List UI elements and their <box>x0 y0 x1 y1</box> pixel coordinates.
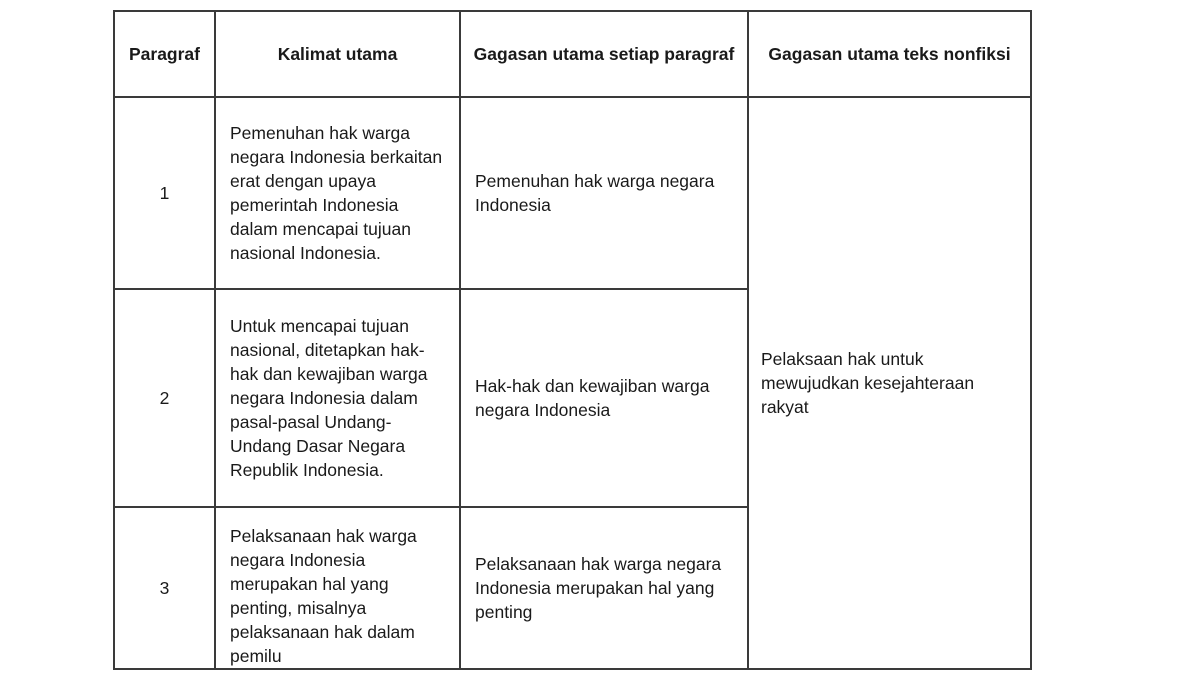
paragraph-main-idea: Pelaksanaan hak warga negara Indonesia merupakan hal yang penting <box>460 507 748 669</box>
header-row <box>114 11 1031 97</box>
paragraph-number: 2 <box>114 289 215 507</box>
table-row <box>114 97 1031 289</box>
main-sentence: Pelaksanaan hak warga negara Indonesia merupakan hal yang penting, misalnya pelaksanaan hak dalam pemilu <box>215 507 460 669</box>
header-gagasan-paragraf: Gagasan utama setiap paragraf <box>460 11 748 97</box>
paragraph-number: 1 <box>114 97 215 289</box>
header-kalimat-utama: Kalimat utama <box>215 11 460 97</box>
paragraph-main-idea: Pemenuhan hak warga negara Indonesia <box>460 97 748 289</box>
table-container <box>113 10 1032 670</box>
main-sentence: Untuk mencapai tujuan nasional, ditetapkan hak-hak dan kewajiban warga negara Indonesia dalam pasal-pasal Undang-Undang Dasar Negara Republik Indonesia. <box>215 289 460 507</box>
header-gagasan-teks: Gagasan utama teks nonfiksi <box>748 11 1031 97</box>
header-paragraf: Paragraf <box>114 11 215 97</box>
text-main-idea: Pelaksaan hak untuk mewujudkan kesejahteraan rakyat <box>748 97 1031 669</box>
main-idea-table <box>113 10 1032 670</box>
main-sentence: Pemenuhan hak warga negara Indonesia berkaitan erat dengan upaya pemerintah Indonesia dalam mencapai tujuan nasional Indonesia. <box>215 97 460 289</box>
paragraph-number: 3 <box>114 507 215 669</box>
paragraph-main-idea: Hak-hak dan kewajiban warga negara Indonesia <box>460 289 748 507</box>
